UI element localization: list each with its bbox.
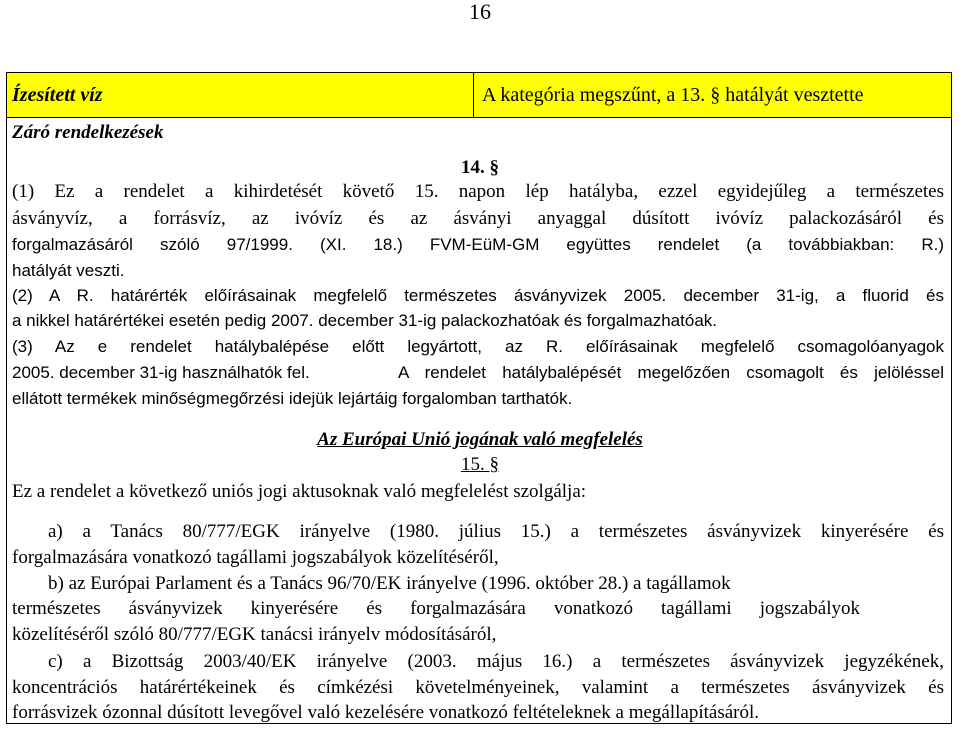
article-14-line: hatályát veszti. bbox=[12, 261, 125, 280]
category-title: Ízesített víz bbox=[12, 84, 103, 106]
article-14-line: ásványvíz, a forrásvíz, az ivóvíz és az ásványi anyaggal dúsított ivóvíz palackozásáról és bbox=[12, 208, 944, 229]
article-14-heading: 14. § bbox=[461, 157, 499, 178]
eu-directive-line: természetes ásványvizek kinyerésére és forgalmazására vonatkozó tagállami jogszabályok bbox=[12, 598, 860, 619]
eu-directive-line: a) a Tanács 80/777/EGK irányelve (1980. július 15.) a természetes ásványvizek kinyerésére és bbox=[48, 521, 944, 542]
article-14-line: (2) A R. határérték előírásainak megfelelő természetes ásványvizek 2005. december 31-ig, a fluorid és bbox=[12, 286, 944, 305]
article-14-line: (1) Ez a rendelet a kihirdetését követő 15. napon lép hatályba, ezzel egyidejűleg a természetes bbox=[12, 181, 944, 202]
eu-section-title: Az Európai Unió jogának való megfelelés bbox=[317, 429, 643, 450]
article-14-line: A rendelet hatálybalépését megelőzően csomagolt és jelöléssel bbox=[398, 363, 944, 382]
article-14-line: forgalmazásáról szóló 97/1999. (XI. 18.) FVM-EüM-GM együttes rendelet (a továbbiakban: R.) bbox=[12, 235, 944, 254]
section-title: Záró rendelkezések bbox=[12, 122, 164, 143]
eu-directive-line: koncentrációs határértékeinek és címkézési követelményeinek, valamint a természetes ásványvizek és bbox=[12, 677, 944, 698]
article-14-line: a nikkel határértékei esetén pedig 2007. december 31-ig palackozhatóak és forgalmazhatóak. bbox=[12, 311, 717, 330]
article-15-heading: 15. § bbox=[461, 454, 499, 475]
category-status-text: A kategória megszűnt, a 13. § hatályát vesztette bbox=[482, 84, 864, 106]
article-14-line: (3) Az e rendelet hatálybalépése előtt legyártott, az R. előírásainak megfelelő csomagolóanyagok bbox=[12, 337, 944, 356]
eu-intro-text: Ez a rendelet a következő uniós jogi aktusoknak való megfelelést szolgálja: bbox=[12, 481, 587, 502]
eu-directive-line: c) a Bizottság 2003/40/EK irányelve (2003. május 16.) a természetes ásványvizek jegyzékének, bbox=[48, 651, 944, 672]
article-14-line: ellátott termékek minőségmegőrzési idejük lejártáig forgalomban tarthatók. bbox=[12, 389, 573, 408]
eu-directive-line: forrásvizek ózonnal dúsított levegővel való kezelésére vonatkozó feltételeknek a megállapításáról. bbox=[12, 702, 760, 723]
eu-directive-line: forgalmazására vonatkozó tagállami jogszabályok közelítéséről, bbox=[12, 547, 499, 568]
eu-directive-line: b) az Európai Parlament és a Tanács 96/70/EK irányelve (1996. október 28.) a tagállamok bbox=[48, 573, 731, 594]
eu-directive-line: közelítéséről szóló 80/777/EGK tanácsi irányelv módosításáról, bbox=[12, 624, 497, 645]
article-14-line: 2005. december 31-ig használhatók fel. bbox=[12, 363, 310, 382]
page-number: 16 bbox=[469, 0, 491, 24]
